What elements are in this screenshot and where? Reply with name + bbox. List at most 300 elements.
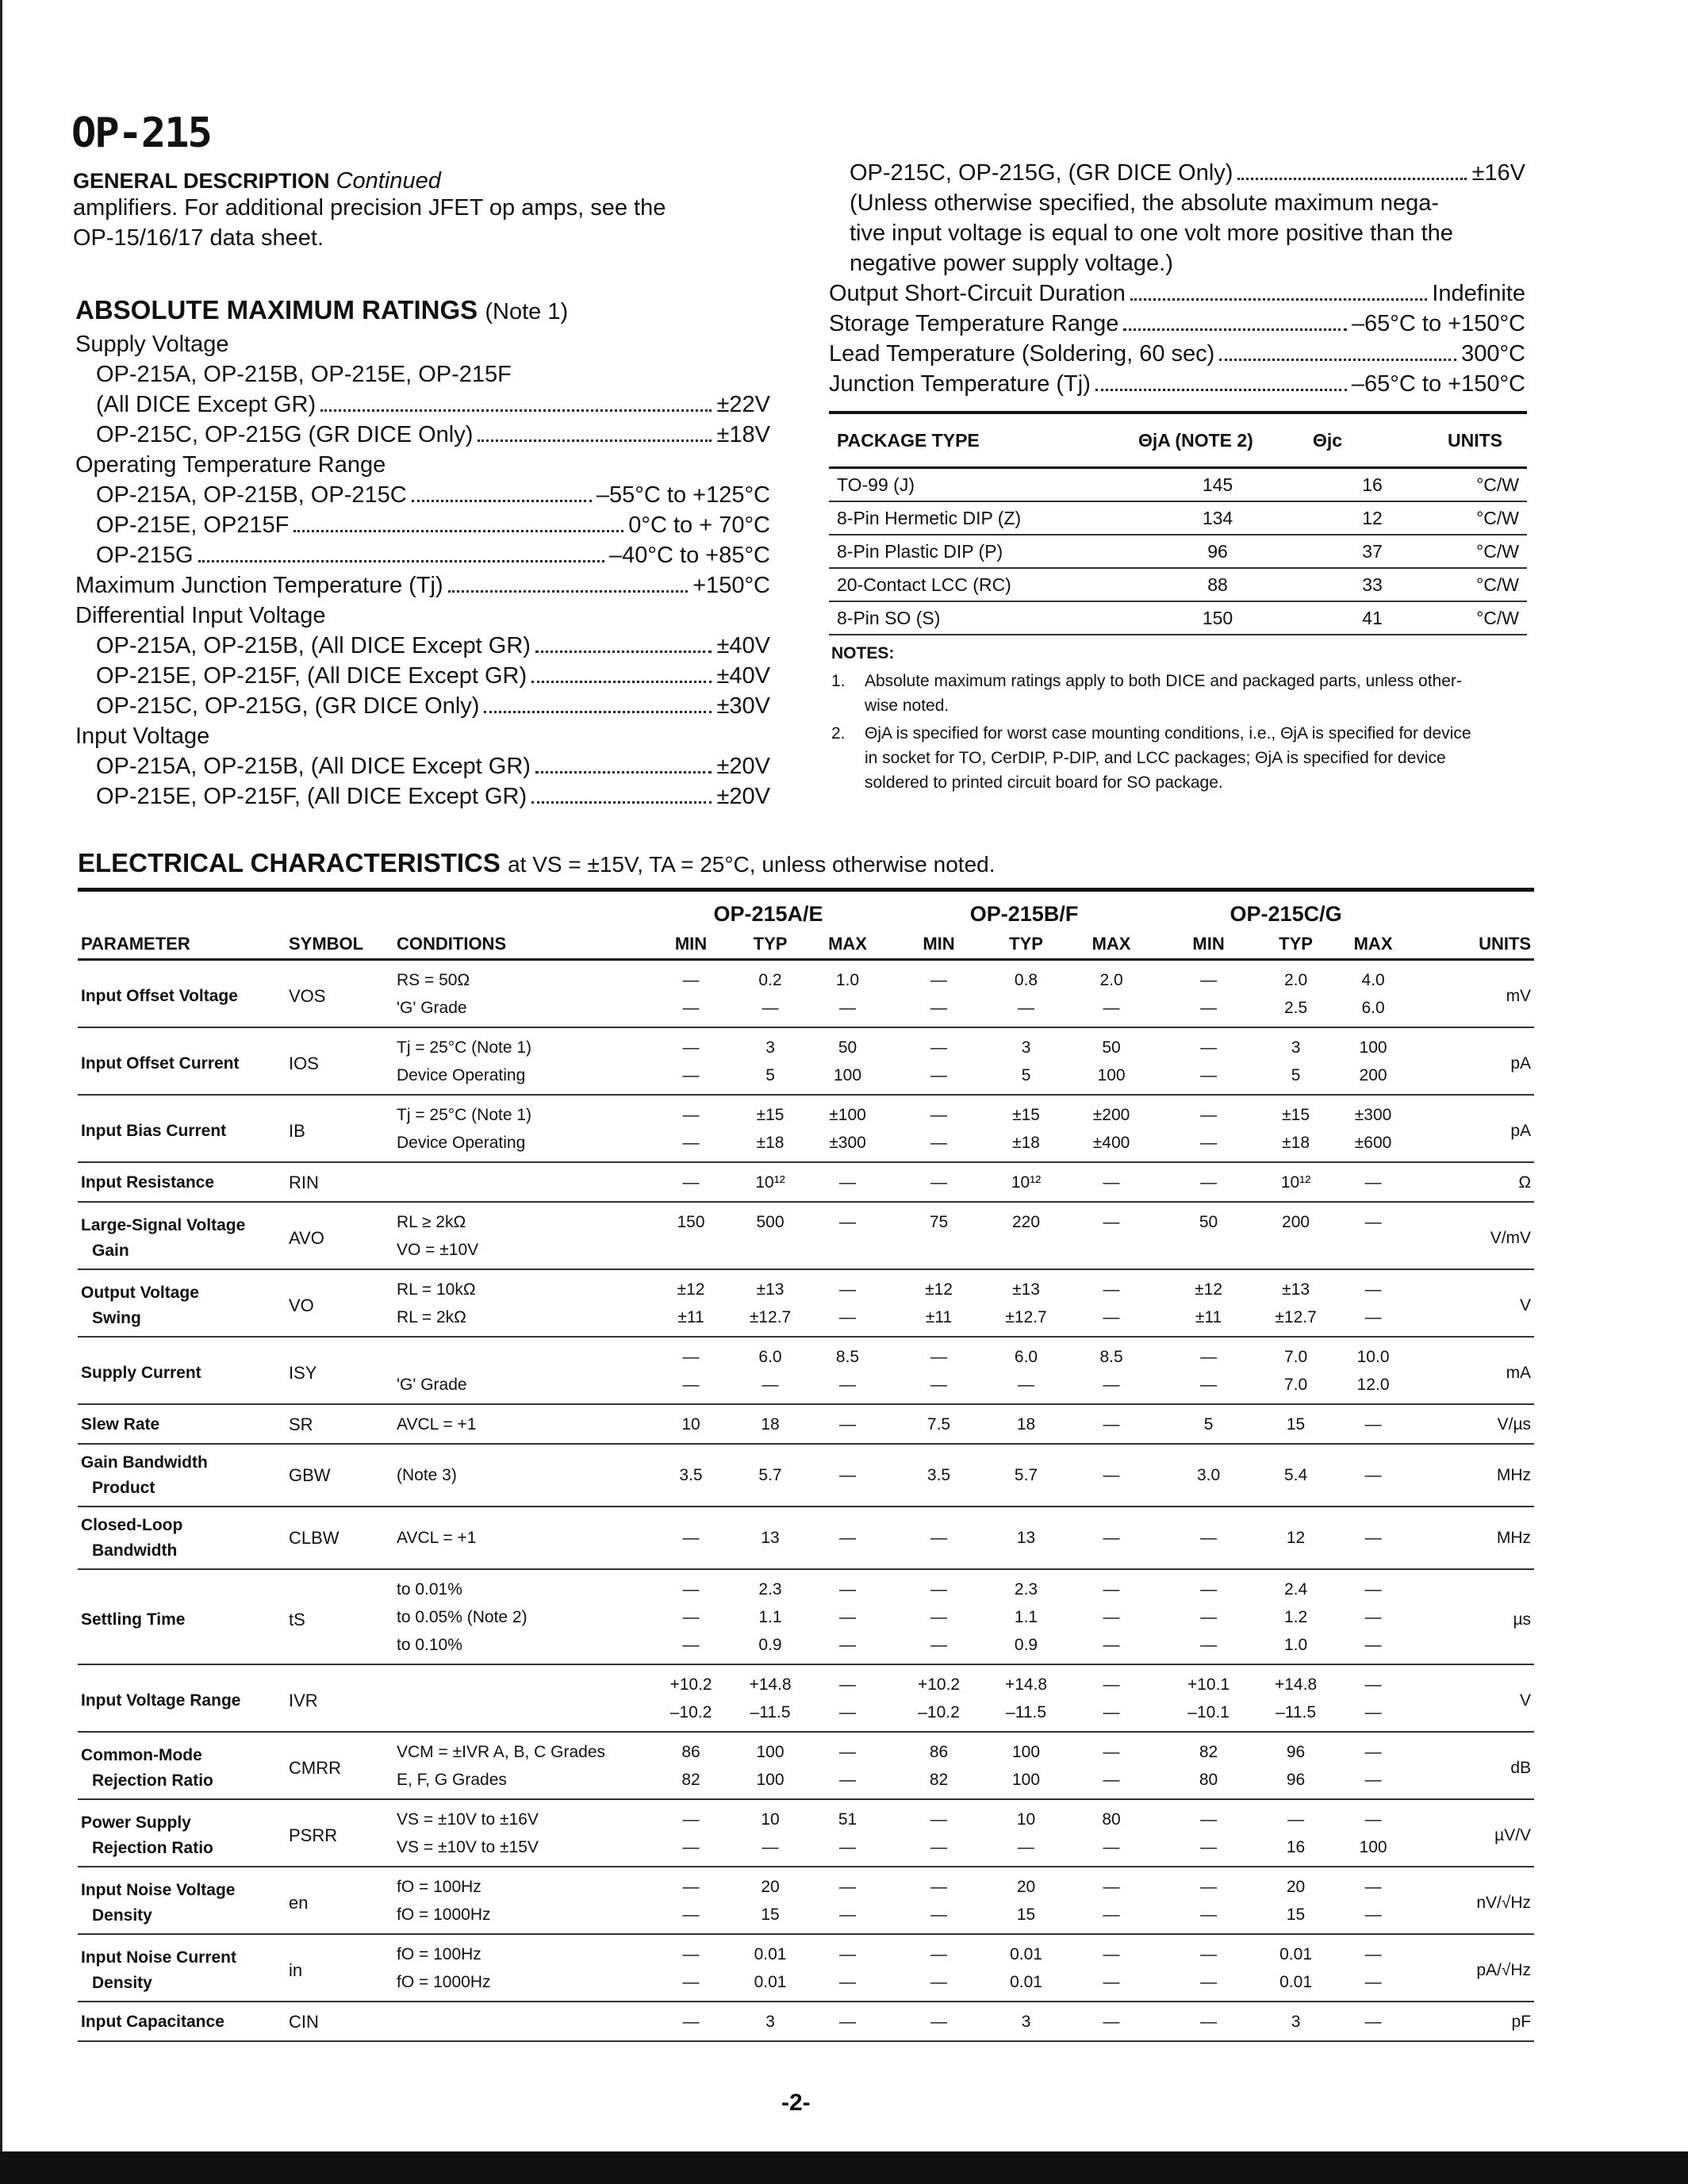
min-value: — (930, 1579, 948, 1599)
min-value: — (1200, 1607, 1218, 1626)
typ-value: 100 (1012, 1770, 1041, 1789)
max-value: 50 (838, 1038, 857, 1057)
parameter-symbol: VOS (289, 986, 326, 1006)
typ-value: 18 (1016, 1414, 1036, 1434)
typ-value: ±18 (1282, 1133, 1310, 1152)
typ-value: 20 (1016, 1877, 1036, 1896)
parameter-name (78, 1732, 286, 1799)
min-value: — (930, 1905, 948, 1924)
elec-subtitle: at VS = ±15V, TA = 25°C, unless otherwise noted. (508, 852, 996, 877)
min-value: +10.1 (1187, 1675, 1230, 1694)
min-value: — (682, 2012, 700, 2031)
elec-param-group (78, 1799, 1534, 1867)
max-value: 100 (1359, 1837, 1387, 1856)
typ-value: ±13 (1282, 1280, 1310, 1299)
min-value: 10 (681, 1414, 700, 1434)
max-value: — (1364, 1972, 1382, 1991)
typ-value: 10 (1016, 1810, 1036, 1829)
typ-value: — (1287, 1810, 1305, 1829)
max-value: — (1103, 1607, 1120, 1626)
min-value: — (930, 1173, 948, 1192)
parameter-line: Input Offset Current (81, 1054, 240, 1073)
parameter-line: Bandwidth (92, 1541, 178, 1560)
rating-right-label: negative power supply voltage.) (850, 251, 1173, 276)
parameter-name (78, 1507, 286, 1569)
min-value: — (930, 1375, 948, 1394)
elec-param-group (78, 1202, 1534, 1269)
typ-value: 2.0 (1283, 970, 1308, 989)
min-value: 3.5 (926, 1466, 951, 1484)
max-value: — (1364, 1675, 1382, 1694)
max-value: — (1103, 1375, 1120, 1394)
max-value: — (839, 1770, 857, 1789)
min-value: — (682, 1607, 700, 1626)
package-row (829, 601, 1527, 635)
parameter-line: Large-Signal Voltage (81, 1216, 246, 1234)
rating-left-value: ±18V (716, 422, 770, 447)
rating-left-item (75, 570, 770, 601)
min-value: — (930, 1837, 948, 1856)
min-value: — (1200, 1579, 1218, 1599)
elec-param-group (78, 1337, 1534, 1404)
max-value: ±100 (829, 1105, 866, 1124)
package-type: 8-Pin Plastic DIP (P) (837, 540, 1003, 562)
rating-right-item (829, 309, 1525, 339)
parameter-symbol: GBW (289, 1465, 331, 1485)
min-value: — (1200, 1905, 1218, 1924)
condition: VCM = ±IVR A, B, C Grades (397, 1742, 606, 1761)
typ-value: 500 (756, 1212, 785, 1231)
elec-row-line (78, 1337, 1534, 1371)
typ-value: 5 (1291, 1065, 1301, 1084)
min-value: — (682, 1877, 700, 1896)
header-max-col: MAX (1064, 930, 1159, 960)
condition: to 0.05% (Note 2) (397, 1607, 528, 1626)
rating-left-leader (320, 409, 712, 412)
max-value: ±600 (1354, 1133, 1392, 1152)
elec-row-line (78, 1732, 1534, 1766)
condition (393, 1698, 647, 1732)
typ-value: 1.1 (758, 1607, 782, 1626)
min-value: — (682, 1972, 700, 1991)
min-value: 82 (929, 1770, 949, 1789)
elec-row-line (78, 1444, 1534, 1507)
elec-title: ELECTRICAL CHARACTERISTICS (78, 848, 501, 877)
units-header: UNITS (1440, 413, 1527, 468)
typ-value: — (1018, 1375, 1035, 1394)
elec-row-line (78, 1799, 1534, 1833)
max-value: — (1364, 1414, 1382, 1434)
package-table-wrap (829, 411, 1527, 635)
typ-value: 15 (1286, 1905, 1306, 1924)
max-value: — (1103, 1877, 1120, 1896)
max-value: — (839, 1212, 857, 1231)
max-value: — (1103, 1414, 1120, 1434)
abs-max-heading (75, 295, 568, 325)
condition: fO = 100Hz (397, 1877, 481, 1896)
scan-bottom-band (0, 2151, 1688, 2184)
elec-row-line (78, 1162, 1534, 1202)
max-value: — (839, 2012, 857, 2031)
min-value: 3.5 (679, 1466, 703, 1484)
rating-right-leader (1095, 389, 1347, 391)
typ-value: 15 (761, 1905, 780, 1924)
max-value: 10.0 (1356, 1347, 1390, 1366)
condition: Tj = 25°C (Note 1) (397, 1038, 532, 1057)
rating-right-label: Junction Temperature (Tj) (829, 371, 1091, 397)
rating-left-value: ±40V (716, 663, 770, 689)
max-value: — (1103, 1173, 1120, 1192)
package-type: TO-99 (J) (837, 474, 915, 495)
typ-value: — (1018, 1837, 1035, 1856)
typ-value: ±12.7 (1275, 1307, 1317, 1326)
parameter-name (78, 1934, 286, 2002)
notes-heading: NOTES: (831, 644, 895, 662)
min-value: — (682, 1944, 700, 1963)
parameter-name (78, 1337, 286, 1404)
elec-param-group (78, 1569, 1534, 1664)
package-row (829, 535, 1527, 568)
typ-value: 100 (1012, 1742, 1041, 1761)
abs-max-left-column (75, 329, 770, 812)
condition: Tj = 25°C (Note 1) (397, 1105, 532, 1124)
package-row (829, 501, 1527, 535)
min-value: — (930, 1607, 948, 1626)
rating-right-label: (Unless otherwise specified, the absolute maximum nega- (850, 190, 1440, 216)
min-value: — (1200, 1877, 1218, 1896)
max-value: — (1103, 1529, 1120, 1547)
min-value: — (930, 1133, 948, 1152)
rating-left-label: OP-215A, OP-215B, (All DICE Except GR) (96, 633, 531, 658)
min-value: — (930, 1105, 948, 1124)
rating-left-label: OP-215E, OP-215F, (All DICE Except GR) (96, 663, 528, 689)
parameter-units: Ω (1518, 1173, 1532, 1192)
max-value: — (1103, 1905, 1120, 1924)
min-value: ±12 (1195, 1280, 1222, 1299)
min-value: ±11 (925, 1307, 953, 1326)
parameter-symbol: en (289, 1893, 309, 1913)
min-value: — (1200, 1133, 1218, 1152)
typ-value: 5.4 (1283, 1466, 1308, 1484)
typ-value: 5 (1021, 1065, 1031, 1084)
parameter-line: Gain Bandwidth (81, 1453, 208, 1472)
min-value: — (682, 1905, 700, 1924)
max-value: — (1364, 1770, 1382, 1789)
rating-right-leader (1237, 178, 1467, 180)
max-value: 100 (1097, 1065, 1126, 1084)
min-value (1159, 1236, 1258, 1269)
rating-left-leader (531, 681, 712, 683)
rating-left-label: OP-215E, OP215F (96, 512, 290, 538)
condition: AVCL = +1 (397, 1529, 477, 1547)
min-value: — (930, 1635, 948, 1654)
rating-left-leader (448, 590, 689, 593)
min-value: — (682, 1837, 700, 1856)
max-value: — (839, 1466, 857, 1484)
max-value: — (1103, 1770, 1120, 1789)
min-value: — (682, 1635, 700, 1654)
typ-value: ±13 (756, 1280, 785, 1299)
min-value: — (930, 1347, 948, 1366)
rating-left-value: –40°C to +85°C (609, 543, 770, 568)
elec-row-line (78, 1507, 1534, 1569)
parameter-units: V/mV (1490, 1229, 1532, 1247)
max-value: — (839, 1414, 857, 1434)
typ-value (988, 1236, 1064, 1269)
max-value (806, 1236, 889, 1269)
parameter-symbol: VO (289, 1295, 314, 1315)
note-line: Absolute maximum ratings apply to both DICE and packaged parts, unless other- (865, 672, 1462, 690)
max-value: — (1103, 1702, 1120, 1721)
parameter-symbol: CMRR (289, 1758, 341, 1778)
group-b-f: OP-215B/F (969, 901, 1079, 926)
rating-left-item (96, 540, 770, 570)
condition: (Note 3) (397, 1466, 457, 1484)
parameter-symbol: IB (289, 1121, 305, 1141)
rating-left-label: (All DICE Except GR) (96, 392, 316, 417)
rating-left-value: 0°C to + 70°C (628, 512, 770, 538)
max-value: — (1364, 1635, 1382, 1654)
typ-value (1258, 1236, 1333, 1269)
parameter-symbol: SR (289, 1414, 313, 1434)
typ-value: 96 (1286, 1770, 1306, 1789)
parameter-name (78, 1095, 286, 1162)
max-value: — (1103, 1466, 1120, 1484)
max-value: — (1364, 1466, 1382, 1484)
typ-value: 3 (765, 1038, 775, 1057)
note-item (831, 669, 1537, 718)
min-value: — (1200, 1529, 1218, 1547)
rating-left-leader (535, 771, 712, 773)
elec-param-group (78, 1027, 1534, 1095)
typ-value: 13 (761, 1529, 780, 1547)
typ-value: 18 (761, 1414, 780, 1434)
min-value: — (682, 1065, 700, 1084)
condition: Device Operating (397, 1065, 526, 1084)
min-value: — (1200, 1810, 1218, 1829)
max-value: — (839, 1675, 857, 1694)
parameter-line: Product (92, 1479, 155, 1497)
typ-value: 1.0 (1283, 1635, 1308, 1654)
rating-right-value: 300°C (1461, 341, 1525, 367)
parameter-name (78, 2002, 286, 2041)
typ-value: 3 (1021, 2012, 1031, 2031)
notes-list (831, 669, 1537, 795)
theta-ja-value: 150 (1202, 607, 1233, 628)
theta-jc-value: 33 (1362, 574, 1383, 595)
max-value: — (1364, 1173, 1382, 1192)
min-value: — (1200, 2012, 1218, 2031)
min-value: 7.5 (926, 1414, 951, 1434)
condition: fO = 1000Hz (397, 1905, 491, 1924)
min-value: — (682, 1173, 700, 1192)
parameter-line: Closed-Loop (81, 1516, 183, 1534)
notes-section (831, 641, 1537, 795)
typ-value: 0.2 (758, 970, 782, 989)
elec-row-line (78, 960, 1534, 995)
min-value: –10.2 (918, 1702, 960, 1721)
max-value: — (1364, 1810, 1382, 1829)
parameter-units: V (1520, 1691, 1532, 1710)
condition: RS = 50Ω (397, 970, 470, 989)
typ-value: 13 (1016, 1529, 1036, 1547)
condition (393, 2002, 647, 2041)
max-value: 8.5 (835, 1347, 860, 1366)
typ-value: — (762, 1375, 779, 1394)
rating-right-value: Indefinite (1432, 281, 1525, 306)
rating-left-leader (478, 439, 712, 442)
elec-param-group (78, 1162, 1534, 1202)
typ-value: ±12.7 (749, 1307, 792, 1326)
package-units: °C/W (1476, 540, 1519, 562)
rating-left-value: ±30V (716, 693, 770, 719)
min-value: — (1200, 1105, 1218, 1124)
rating-left-value: ±40V (716, 633, 770, 658)
max-value: — (1364, 1607, 1382, 1626)
max-value: — (1364, 1877, 1382, 1896)
package-units: °C/W (1476, 574, 1519, 595)
typ-value: ±15 (1282, 1105, 1310, 1124)
max-value: — (1103, 1972, 1120, 1991)
max-value: — (1364, 1307, 1382, 1326)
elec-row-line (78, 1404, 1534, 1444)
rating-left-label: Supply Voltage (75, 332, 229, 357)
typ-value: 5.7 (1014, 1466, 1038, 1484)
package-units: °C/W (1476, 507, 1519, 528)
package-row (829, 568, 1527, 601)
package-type-header: PACKAGE TYPE (829, 413, 1130, 468)
condition (393, 1664, 647, 1698)
min-value: — (1200, 998, 1218, 1017)
general-description-line-1: amplifiers. For additional precision JFET op amps, see the (73, 195, 666, 221)
min-value: — (930, 998, 948, 1017)
typ-value: ±15 (1012, 1105, 1040, 1124)
typ-value: — (1018, 998, 1035, 1017)
header-typ-col: TYP (1258, 930, 1333, 960)
theta-jc-value: 16 (1362, 474, 1383, 495)
typ-value: –11.5 (1276, 1702, 1317, 1721)
elec-row-line (78, 1867, 1534, 1901)
parameter-line: Input Resistance (81, 1173, 215, 1192)
min-value: — (1200, 970, 1218, 989)
elec-param-group (78, 1664, 1534, 1732)
max-value: 6.0 (1361, 998, 1385, 1017)
parameter-line: Settling Time (81, 1610, 186, 1629)
min-value: — (1200, 1065, 1218, 1084)
elec-param-group (78, 1934, 1534, 2002)
rating-left-item (75, 450, 770, 480)
max-value: — (839, 1173, 857, 1192)
typ-value: 0.9 (1014, 1635, 1038, 1654)
max-value: — (839, 1972, 857, 1991)
parameter-line: Input Capacitance (81, 2012, 224, 2031)
min-value: 80 (1199, 1770, 1218, 1789)
rating-left-value: +150°C (692, 573, 770, 598)
header-symbol-col: SYMBOL (286, 930, 393, 960)
rating-left-value: ±22V (716, 392, 770, 417)
min-value: — (930, 1065, 948, 1084)
min-value: — (1200, 1944, 1218, 1963)
typ-value: 10¹² (1011, 1173, 1042, 1192)
header-min-col: MIN (889, 930, 988, 960)
typ-value: 10¹² (1280, 1173, 1311, 1192)
package-type: 8-Pin SO (S) (837, 607, 941, 628)
max-value: 4.0 (1361, 970, 1385, 989)
max-value (1333, 1236, 1413, 1269)
typ-value: 5 (765, 1065, 775, 1084)
parameter-line: Rejection Ratio (92, 1771, 213, 1790)
max-value: — (1103, 998, 1120, 1017)
header-min-col: MIN (1159, 930, 1258, 960)
theta-ja-value: 134 (1202, 507, 1233, 528)
parameter-name (78, 960, 286, 1028)
condition: fO = 100Hz (397, 1944, 481, 1963)
package-table-body (829, 468, 1527, 635)
rating-left-label: Maximum Junction Temperature (Tj) (75, 573, 443, 598)
max-value: — (839, 1837, 857, 1856)
condition: 'G' Grade (397, 1375, 467, 1394)
parameter-symbol: IOS (289, 1054, 319, 1073)
min-value: — (682, 998, 700, 1017)
elec-heading-rule (78, 888, 1534, 892)
rating-left-label: OP-215A, OP-215B, OP-215E, OP-215F (96, 362, 512, 387)
elec-row-line (78, 1027, 1534, 1061)
min-value: ±11 (1195, 1307, 1222, 1326)
max-value: — (839, 1702, 857, 1721)
condition: VO = ±10V (397, 1240, 479, 1259)
rating-left-label: OP-215A, OP-215B, (All DICE Except GR) (96, 754, 531, 779)
rating-right-leader (1219, 359, 1456, 361)
parameter-units: pF (1511, 2012, 1532, 2031)
rating-right-item (850, 218, 1525, 248)
rating-left-label: Operating Temperature Range (75, 452, 386, 478)
parameter-name (78, 1027, 286, 1095)
rating-left-value: –55°C to +125°C (596, 482, 770, 508)
rating-left-label: OP-215A, OP-215B, OP-215C (96, 482, 407, 508)
parameter-name (78, 1162, 286, 1202)
header-typ-col: TYP (988, 930, 1064, 960)
min-value: 86 (929, 1742, 949, 1761)
typ-value: 16 (1286, 1837, 1306, 1856)
min-value: –10.1 (1187, 1702, 1230, 1721)
typ-value: 12 (1286, 1529, 1306, 1547)
typ-value: 0.01 (1010, 1972, 1042, 1991)
min-value: 150 (677, 1212, 705, 1231)
theta-ja-header: ΘjA (NOTE 2) (1130, 413, 1305, 468)
note-line: ΘjA is specified for worst case mounting conditions, i.e., ΘjA is specified for device (865, 724, 1471, 743)
elec-param-group (78, 2002, 1534, 2041)
header-conditions-col: CONDITIONS (393, 930, 647, 960)
typ-value: 1.1 (1014, 1607, 1038, 1626)
parameter-symbol: AVO (289, 1228, 324, 1248)
theta-jc-value: 37 (1362, 540, 1383, 562)
max-value: — (1103, 2012, 1120, 2031)
elec-row-line (78, 1934, 1534, 1968)
max-value: — (839, 1944, 857, 1963)
max-value: — (1364, 1742, 1382, 1761)
min-value: — (682, 1529, 700, 1547)
rating-left-item (96, 691, 770, 721)
rating-left-value: ±20V (716, 784, 770, 809)
max-value: ±300 (829, 1133, 866, 1152)
rating-left-label: Differential Input Voltage (75, 603, 326, 628)
min-value: 82 (681, 1770, 700, 1789)
rating-left-label: OP-215E, OP-215F, (All DICE Except GR) (96, 784, 528, 809)
parameter-line: Gain (92, 1242, 129, 1260)
max-value: ±300 (1354, 1105, 1392, 1124)
condition: VS = ±10V to ±15V (397, 1837, 539, 1856)
max-value: — (1103, 1280, 1120, 1299)
